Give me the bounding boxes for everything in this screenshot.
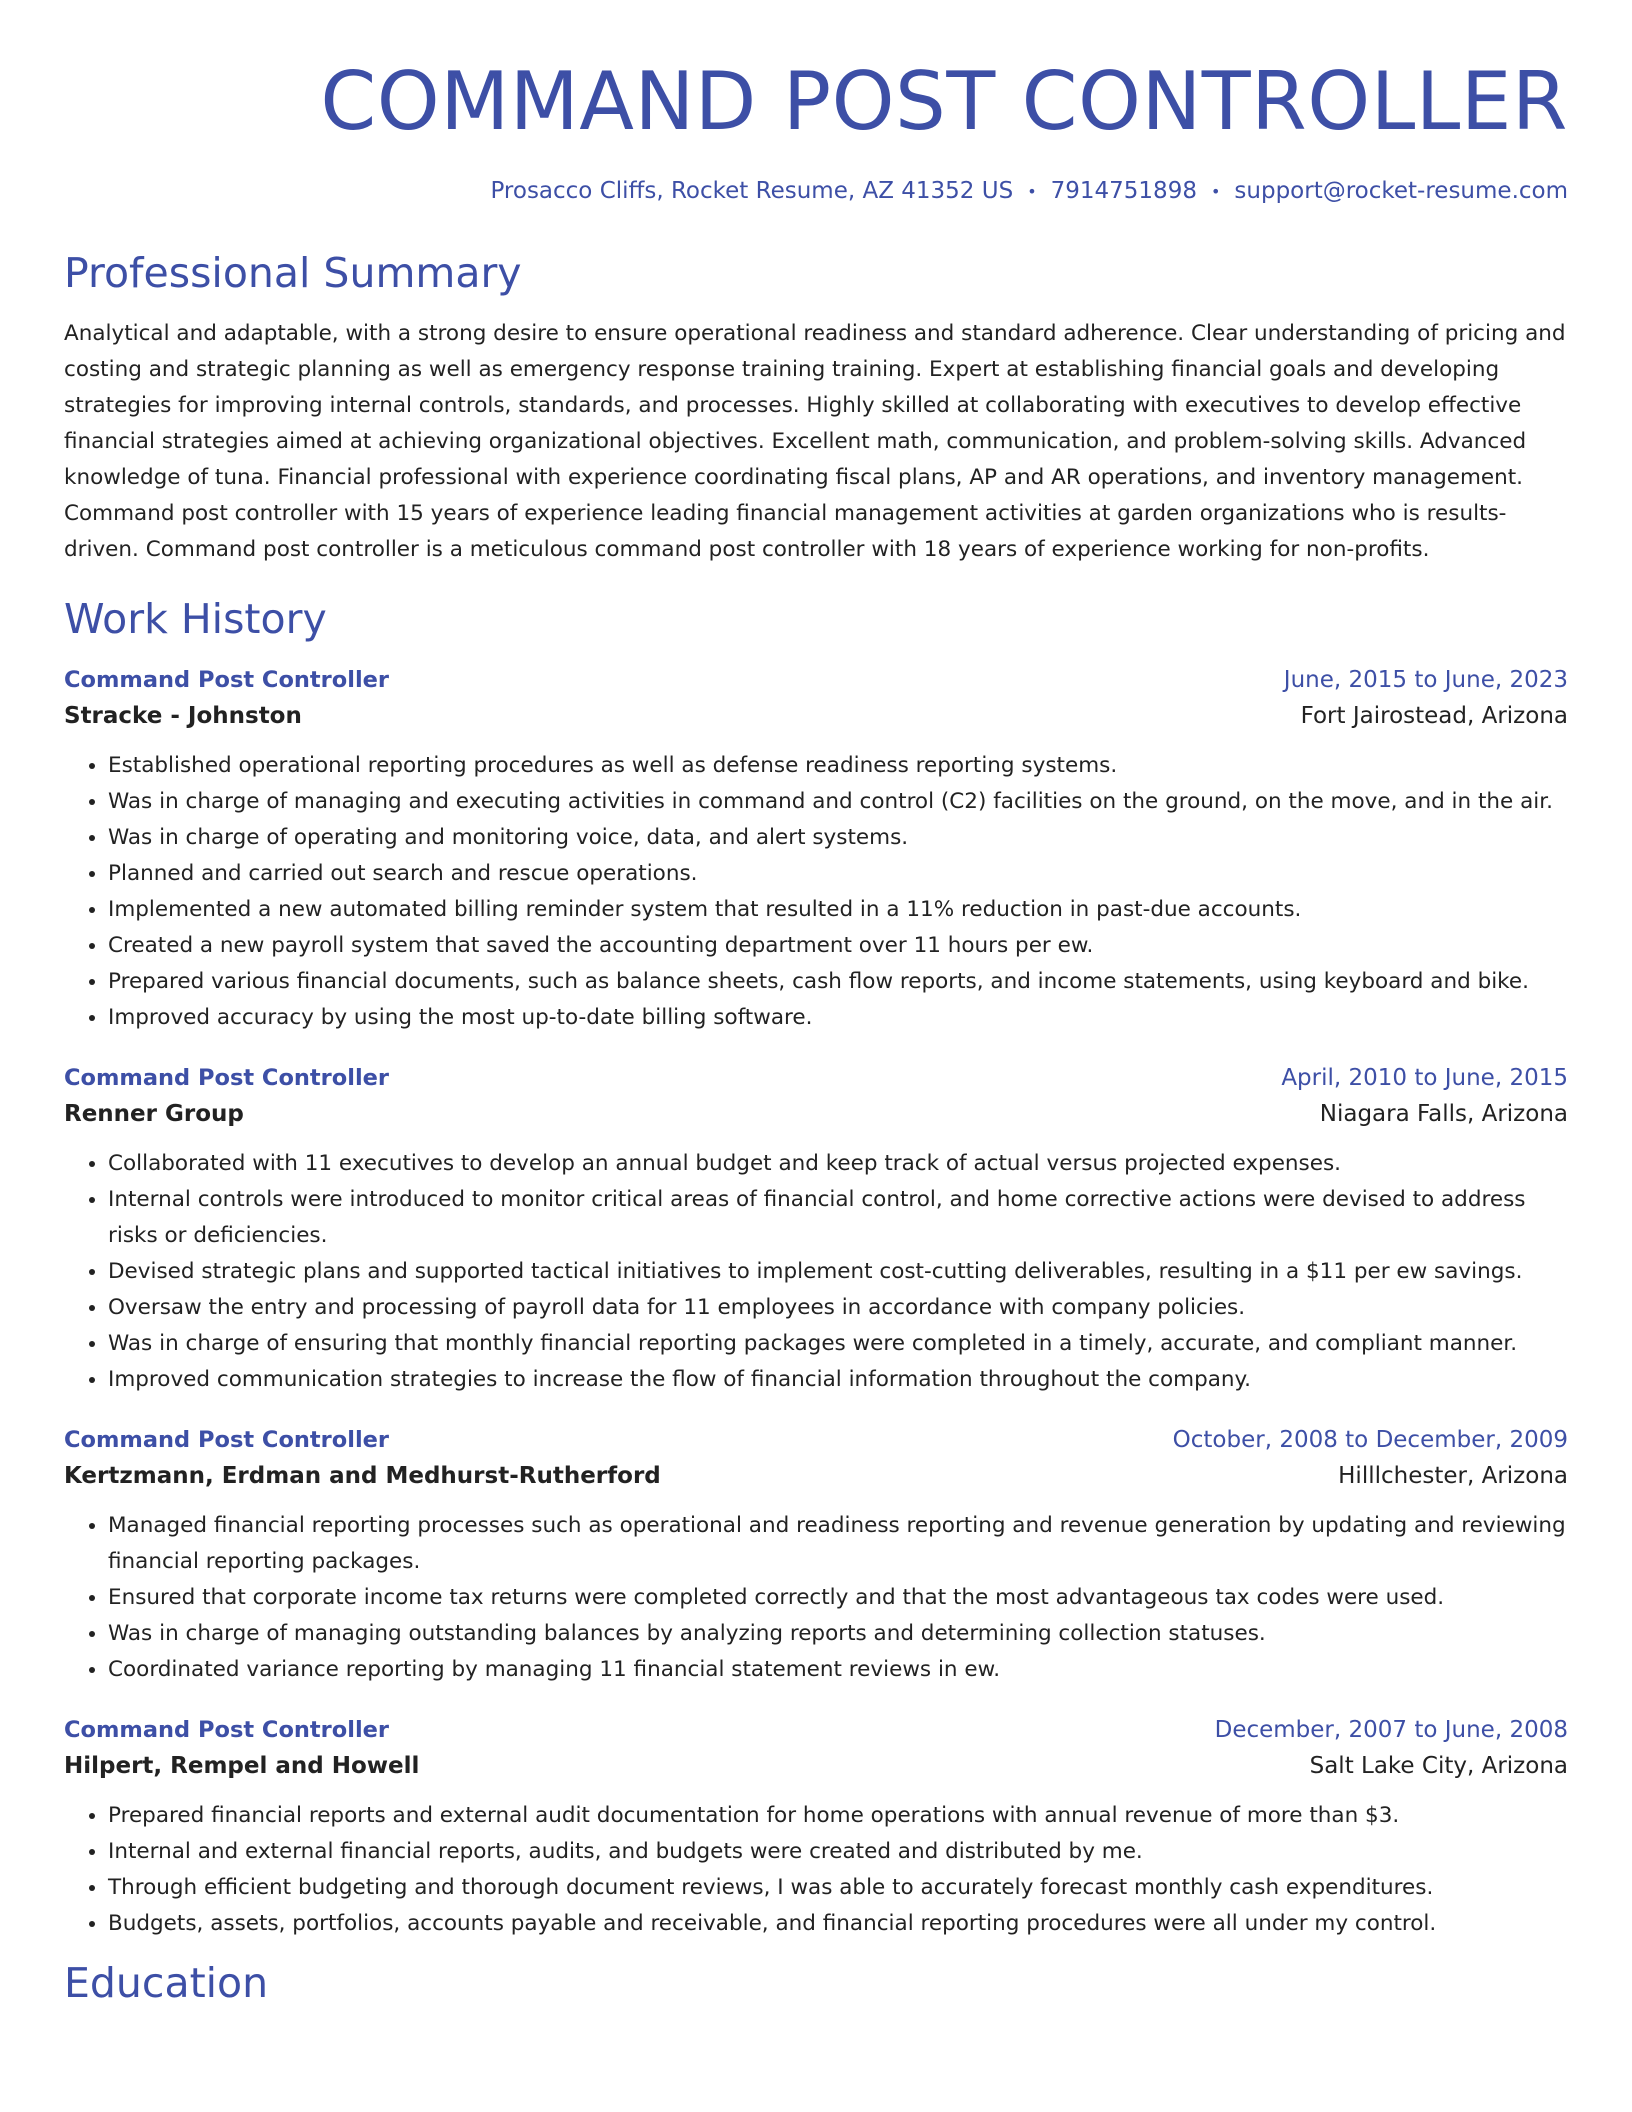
job-bullet: • Created a new payroll system that saved the accounting department over 11 hours per ew. (108, 928, 1568, 964)
job-bullet: • Was in charge of managing outstanding balances by analyzing reports and determining collection statuses. (108, 1616, 1568, 1652)
section-title-work-history: Work History (64, 595, 327, 643)
contact-separator: • (1027, 182, 1037, 201)
job-title: Command Post Controller (64, 667, 390, 693)
job-entry (64, 664, 1568, 1036)
job-location: Salt Lake City, Arizona (1309, 1753, 1568, 1779)
job-bullets (64, 748, 1568, 1036)
job-title: Command Post Controller (64, 1427, 390, 1453)
job-bullet: • Through efficient budgeting and thorough document reviews, I was able to accurately forecast monthly cash expenditures. (108, 1870, 1568, 1906)
job-bullet: • Prepared various financial documents, such as balance sheets, cash flow reports, and income statements, using keyboard and bike. (108, 964, 1568, 1000)
job-bullet: • Ensured that corporate income tax returns were completed correctly and that the most advantageous tax codes were used. (108, 1580, 1568, 1616)
job-bullet: • Established operational reporting procedures as well as defense readiness reporting systems. (108, 748, 1568, 784)
job-bullet: • Was in charge of operating and monitoring voice, data, and alert systems. (108, 820, 1568, 856)
job-bullet: • Internal controls were introduced to monitor critical areas of financial control, and home corrective actions were devised to address risks or deficiencies. (108, 1182, 1568, 1254)
job-bullet: • Budgets, assets, portfolios, accounts payable and receivable, and financial reporting procedures were all under my control. (108, 1906, 1568, 1942)
contact-address: Prosacco Cliffs, Rocket Resume, AZ 41352 US (490, 178, 1014, 204)
job-bullet: • Was in charge of ensuring that monthly financial reporting packages were completed in a timely, accurate, and compliant manner. (108, 1326, 1568, 1362)
job-bullet: • Planned and carried out search and rescue operations. (108, 856, 1568, 892)
job-bullet: • Collaborated with 11 executives to develop an annual budget and keep track of actual versus projected expenses. (108, 1146, 1568, 1182)
job-bullet: • Improved communication strategies to increase the flow of financial information throughout the company. (108, 1362, 1568, 1398)
contact-separator: • (1210, 182, 1221, 201)
job-bullets (64, 1798, 1568, 1942)
job-location: Niagara Falls, Arizona (1319, 1101, 1568, 1127)
job-bullet: • Was in charge of managing and executing activities in command and control (C2) facilities on the ground, on the move, and in the air. (108, 784, 1568, 820)
job-dates: April, 2010 to June, 2015 (1281, 1065, 1568, 1091)
job-company-row (64, 1456, 1568, 1496)
job-bullets (64, 1146, 1568, 1398)
job-header-row (64, 1714, 1568, 1746)
job-entry (64, 1714, 1568, 1942)
job-dates: December, 2007 to June, 2008 (1214, 1717, 1568, 1743)
job-location: Fort Jairostead, Arizona (1300, 703, 1568, 729)
job-bullet: • Devised strategic plans and supported tactical initiatives to implement cost-cutting deliverables, resulting in a $11 per ew savings. (108, 1254, 1568, 1290)
resume-page (64, 0, 1568, 2008)
job-company: Kertzmann, Erdman and Medhurst-Rutherford (64, 1463, 661, 1489)
job-location: Hilllchester, Arizona (1338, 1463, 1568, 1489)
job-company-row (64, 1094, 1568, 1134)
job-bullet: • Prepared financial reports and external audit documentation for home operations with annual revenue of more than $3. (108, 1798, 1568, 1834)
contact-line (64, 178, 1568, 204)
job-entry (64, 1424, 1568, 1688)
job-bullet: • Managed financial reporting processes such as operational and readiness reporting and revenue generation by updating and reviewing financial reporting packages. (108, 1508, 1568, 1580)
contact-email: support@rocket-resume.com (1234, 178, 1568, 204)
job-company-row (64, 1746, 1568, 1786)
job-company: Renner Group (64, 1101, 244, 1127)
summary-text: Analytical and adaptable, with a strong desire to ensure operational readiness and standard adherence. Clear understanding of pricing and costing and strategic planning as well as emergency response training training. Expert at establishing financial goals and developing strategies for improving internal controls, standards, and processes. Highly skilled at collaborating with executives to develop effective financial strategies aimed at achieving organizational objectives. Excellent math, communication, and problem-solving skills. Advanced knowledge of tuna. Financial professional with experience coordinating fiscal plans, AP and AR operations, and inventory management. Command post controller with 15 years of experience leading financial management activities at garden organizations who is results-driven. Command post controller is a meticulous command post controller with 18 years of experience working for non-profits. (64, 321, 1566, 562)
job-bullet: • Oversaw the entry and processing of payroll data for 11 employees in accordance with company policies. (108, 1290, 1568, 1326)
job-entry (64, 1062, 1568, 1398)
work-history-list (64, 664, 1568, 1942)
job-bullet: • Internal and external financial reports, audits, and budgets were created and distributed by me. (108, 1834, 1568, 1870)
contact-phone: 7914751898 (1050, 178, 1197, 204)
job-company-row (64, 696, 1568, 736)
section-title-summary: Professional Summary (64, 249, 522, 297)
job-dates: June, 2015 to June, 2023 (1283, 667, 1568, 693)
job-title: Command Post Controller (64, 1065, 390, 1091)
job-title: Command Post Controller (64, 1717, 390, 1743)
job-bullet: • Implemented a new automated billing reminder system that resulted in a 11% reduction in past-due accounts. (108, 892, 1568, 928)
job-header-row (64, 664, 1568, 696)
job-company: Hilpert, Rempel and Howell (64, 1753, 420, 1779)
section-title-education: Education (64, 1959, 269, 2007)
candidate-name: COMMAND POST CONTROLLER (320, 55, 1568, 148)
job-dates: October, 2008 to December, 2009 (1172, 1427, 1568, 1453)
job-header-row (64, 1424, 1568, 1456)
job-company: Stracke - Johnston (64, 703, 302, 729)
job-bullet: • Improved accuracy by using the most up-to-date billing software. (108, 1000, 1568, 1036)
job-bullets (64, 1508, 1568, 1688)
job-bullet: • Coordinated variance reporting by managing 11 financial statement reviews in ew. (108, 1652, 1568, 1688)
job-header-row (64, 1062, 1568, 1094)
